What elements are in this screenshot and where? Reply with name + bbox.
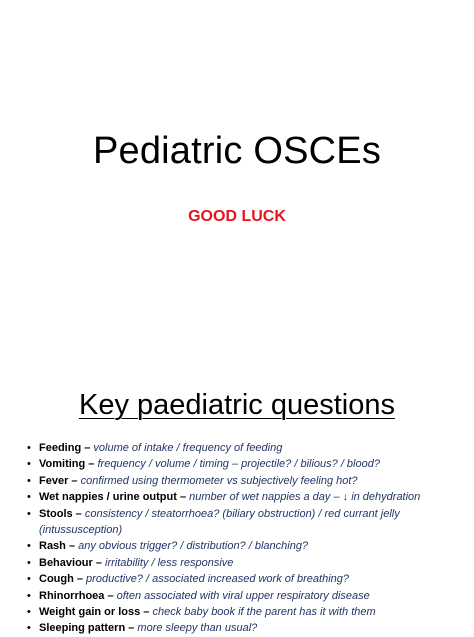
item-description: productive? / associated increased work of breathing? [83, 573, 349, 586]
list-item [27, 604, 467, 620]
item-term: Stools – [39, 507, 82, 520]
item-term: Rash – [39, 540, 76, 553]
item-description: number of wet nappies a day – ↓ in dehydration [186, 491, 421, 504]
bullet-icon: • [27, 507, 31, 520]
item-description: consistency / steatorrhoea? (biliary obstruction) / red currant jelly [81, 507, 400, 520]
bullet-icon: • [27, 606, 31, 619]
item-term: Behaviour – [39, 556, 102, 569]
item-term: Feeding – [39, 442, 91, 454]
item-term: Cough – [39, 573, 83, 586]
list-item [27, 571, 467, 587]
bullet-icon: • [27, 622, 31, 635]
list-item [27, 555, 467, 571]
bullet-icon: • [27, 442, 31, 454]
item-description: more sleepy than usual? [134, 622, 258, 635]
item-description: irritability / less responsive [101, 556, 234, 569]
bullet-icon: • [27, 474, 31, 487]
item-term: Rhinorrhoea – [39, 589, 114, 602]
question-list [27, 440, 467, 637]
list-item [27, 506, 467, 539]
item-term: Sleeping pattern – [39, 622, 135, 635]
list-item [27, 440, 467, 456]
slide-heading: Key paediatric questions [79, 389, 395, 421]
item-description: often associated with viral upper respiratory disease [113, 589, 370, 602]
list-item [27, 538, 467, 554]
questions-slide [0, 356, 474, 635]
item-description: check baby book if the parent has it with them [149, 606, 376, 619]
bullet-icon: • [27, 556, 31, 569]
list-item [27, 489, 467, 505]
item-description: any obvious trigger? / distribution? / blanching? [75, 540, 309, 553]
bullet-icon: • [27, 589, 31, 602]
bullet-icon: • [27, 573, 31, 586]
bullet-icon: • [27, 491, 31, 504]
list-item [27, 620, 467, 636]
item-term: Wet nappies / urine output – [39, 491, 187, 504]
list-item [27, 588, 467, 604]
list-item [27, 473, 467, 489]
slide-subtitle: GOOD LUCK [188, 208, 286, 225]
item-term: Fever – [39, 474, 78, 487]
item-term: Weight gain or loss – [39, 606, 150, 619]
item-description: volume of intake / frequency of feeding [90, 442, 283, 454]
bullet-icon: • [27, 540, 31, 553]
item-description: frequency / volume / timing – projectile? / bilious? / blood? [94, 458, 380, 471]
item-term: Vomiting – [39, 458, 95, 471]
item-description: confirmed using thermometer vs subjectively feeling hot? [77, 474, 358, 487]
slide-title: Pediatric OSCEs [92, 130, 382, 172]
item-description-continued: (intussusception) [39, 524, 123, 537]
bullet-icon: • [27, 458, 31, 471]
list-item [27, 456, 467, 472]
